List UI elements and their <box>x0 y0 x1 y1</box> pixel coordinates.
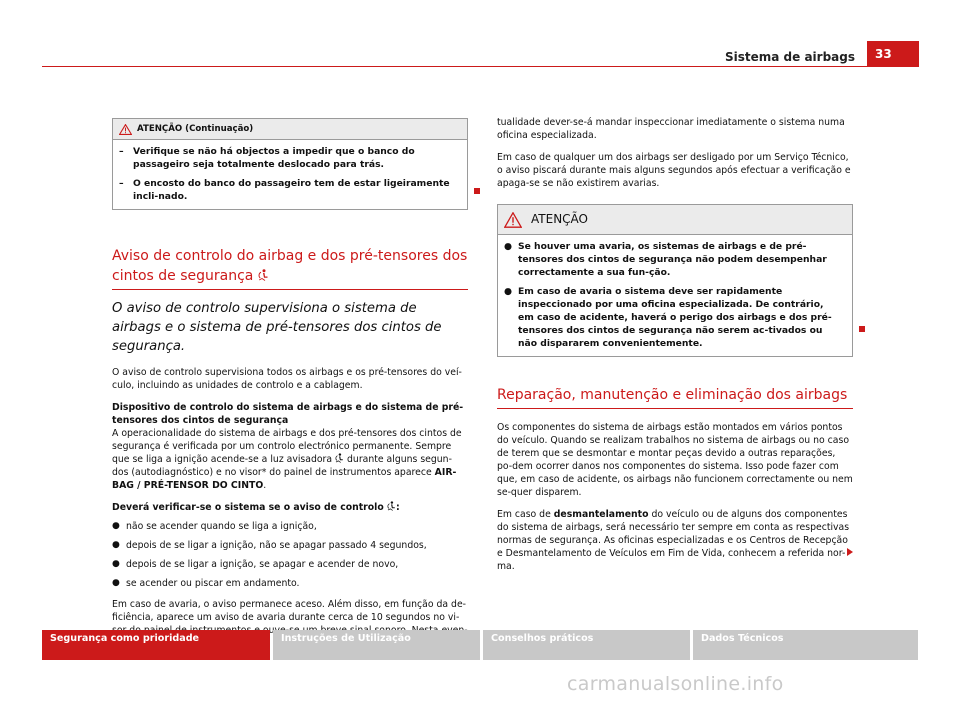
paragraph-text: A operacionalidade do sistema de airbags e dos pré-tensores dos cintos de segurança é verificada por um controlo electrónico permanente. Sempre que se liga a ignição acende-se a luz avisadora <box>112 428 462 465</box>
bullet-dot: ● <box>112 559 120 569</box>
list-item-text: se acender ou piscar em andamento. <box>126 578 300 589</box>
bullet-dot: ● <box>504 286 513 297</box>
warning-header <box>498 205 852 235</box>
paragraph-text: . <box>263 480 267 491</box>
paragraph: Os componentes do sistema de airbags estão montados em vários pontos do veículo. Quando se realizam trabalhos no sistema de airbags ou no caso de terem que se desmontar e montar peças devido a outras reparações, po-dem ocorrer danos nos componentes do sistema. Isso pode fazer com que, em caso de acidente, os airbags não funcionem correctamente ou nem se-quer disparem. <box>497 422 853 498</box>
paragraph-text: Em caso de <box>497 509 551 520</box>
footer-tab-tips[interactable]: Conselhos práticos <box>483 630 690 660</box>
warning-item <box>504 240 836 279</box>
warning-item-text: Em caso de avaria o sistema deve ser rapidamente inspeccionado por uma oficina especializada. De contrário, em caso de acidente, haverá o perigo dos airbags e dos pré-tensores dos cintos de segurança não serem ac-tivados ou não dispararem convenientemente. <box>518 286 832 349</box>
warning-item <box>119 145 451 171</box>
warning-continued-box <box>112 118 468 210</box>
warning-continued-body <box>113 140 467 209</box>
paragraph: tualidade dever-se-á mandar inspeccionar imediatamente o sistema numa oficina especializada. <box>497 117 845 141</box>
list-item-text: depois de se ligar a ignição, se apagar e acender de novo, <box>126 559 399 570</box>
bullet-dot: ● <box>112 578 120 588</box>
warning-item <box>504 285 836 350</box>
footer-tab-safety[interactable]: Segurança como prioridade <box>42 630 270 660</box>
dash-bullet: – <box>119 146 124 157</box>
airbag-warning-icon <box>335 453 344 463</box>
warning-body <box>498 235 852 356</box>
subheading-text: Deverá verificar-se o sistema se o aviso de controlo <box>112 502 384 513</box>
warning-continued-label: ATENÇÃO (Continuação) <box>137 123 254 134</box>
left-column <box>112 118 468 646</box>
paragraph: O aviso de controlo supervisiona todos os airbags e os pré-tensores do veí-culo, incluindo as unidades de controlo e a cablagem. <box>112 367 462 391</box>
list-item <box>112 539 468 552</box>
page-number: 33 <box>867 41 919 67</box>
paragraph-text: do veículo ou de alguns dos componentes do sistema de airbags, será necessário ter sempre em conta as respectivas normas de segurança. As oficinas especializadas e os Centros de Recepção e Desmantelamento de Veículos em Fim de Vida, conhecem a referida nor-ma. <box>497 509 850 572</box>
section-end-marker <box>474 188 480 194</box>
paragraph: Em caso de qualquer um dos airbags ser desligado por um Serviço Técnico, o aviso piscará durante mais alguns segundos após efectuar a verificação e apaga-se se não existirem avarias. <box>497 152 851 189</box>
dash-bullet: – <box>119 178 124 189</box>
list-item <box>112 520 468 533</box>
right-column <box>497 116 853 582</box>
list-item <box>112 577 468 590</box>
bullet-dot: ● <box>112 540 120 550</box>
section-intro: O aviso de controlo supervisiona o sistema de airbags e o sistema de pré-tensores dos cintos de segurança. <box>112 301 442 354</box>
section-title-rule <box>112 289 468 290</box>
paragraph <box>112 427 468 492</box>
airbag-warning-icon <box>258 269 269 281</box>
paragraph: Em caso de avaria, o aviso permanece aceso. Além disso, em função da de-ficiência, aparece um aviso de avaria durante cerca de 10 segundos no vi- <box>112 599 467 623</box>
subheading <box>112 501 468 514</box>
list-item-text: não se acender quando se liga a ignição, <box>126 521 317 532</box>
watermark-text: carmanualsonline.info <box>567 673 784 695</box>
header-rule <box>42 66 918 67</box>
paragraph-bold-text: desmantelamento <box>553 509 649 520</box>
warning-item <box>119 177 451 203</box>
warning-label: ATENÇÃO <box>531 212 588 226</box>
warning-item-text: Verifique se não há objectos a impedir que o banco do passageiro seja totalmente deslocado para trás. <box>133 146 415 170</box>
paragraph <box>497 508 853 573</box>
warning-item-text: O encosto do banco do passageiro tem de estar ligeiramente incli-nado. <box>133 178 450 202</box>
footer-tab-technical-data[interactable]: Dados Técnicos <box>693 630 918 660</box>
warning-item-text: Se houver uma avaria, os sistemas de airbags e de pré-tensores dos cintos de segurança não podem desempenhar correctamente a sua fun-ção. <box>518 241 827 278</box>
airbag-warning-icon <box>387 501 396 511</box>
bullet-dot: ● <box>504 241 513 252</box>
subheading-text: : <box>395 502 400 513</box>
warning-triangle-icon <box>504 212 522 228</box>
subheading: Dispositivo de controlo do sistema de airbags e do sistema de pré-tensores dos cintos de segurança <box>112 402 464 426</box>
section-end-marker <box>859 326 865 332</box>
footer-tab-instructions[interactable]: Instruções de Utilização <box>273 630 480 660</box>
bullet-dot: ● <box>112 521 120 531</box>
warning-triangle-icon <box>119 124 132 135</box>
running-header: Sistema de airbags <box>724 50 855 64</box>
continue-arrow-icon <box>847 548 853 556</box>
warning-box <box>497 204 853 357</box>
list-item <box>112 558 468 571</box>
display-message-text: AIR-BAG / PRÉ-TENSOR DO CINTO <box>112 467 457 491</box>
section-title-airbag-warning <box>112 246 468 286</box>
list-item-text: depois de se ligar a ignição, não se apagar passado 4 segundos, <box>126 540 427 551</box>
bullet-list <box>112 520 468 590</box>
section-title-text: Aviso de controlo do airbag e dos pré-tensores dos cintos de segurança <box>112 248 468 284</box>
section-title-repair: Reparação, manutenção e eliminação dos airbags <box>497 387 848 403</box>
warning-continued-header <box>113 119 467 140</box>
paragraph-text: durante alguns segun-dos (autodiagnóstico) e no visor* do painel de instrumentos aparece <box>112 454 452 478</box>
